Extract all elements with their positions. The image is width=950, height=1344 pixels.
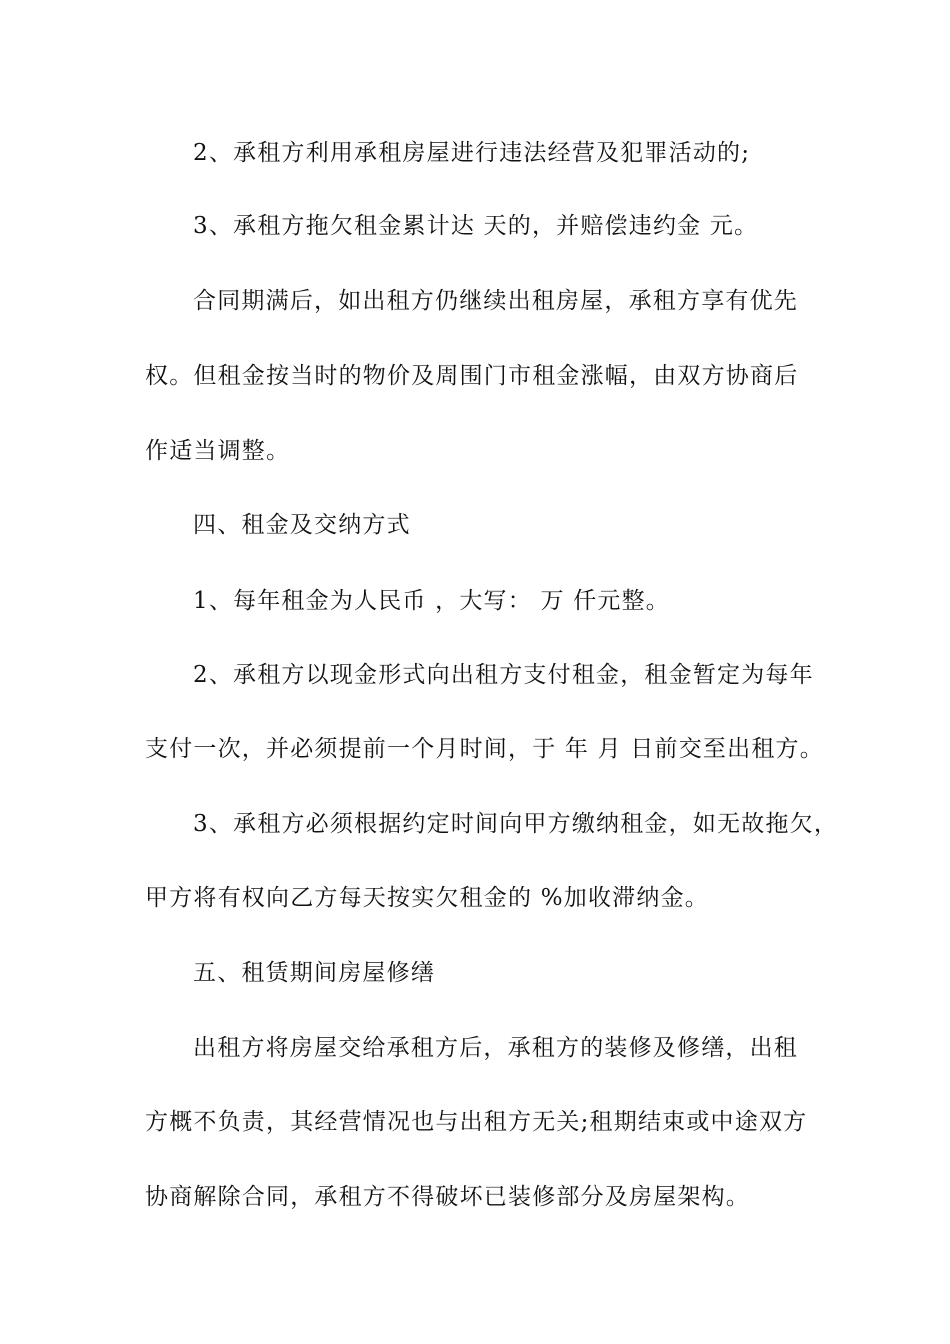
clause-3-3: 3、承租方拖欠租金累计达 天的，并赔偿违约金 元。 <box>193 213 759 239</box>
clause-4-1: 1、每年租金为人民币 ，大写： 万 仟元整。 <box>193 588 670 614</box>
section-heading-rent: 四、租金及交纳方式 <box>193 512 411 538</box>
clause-4-2-line-1: 2、承租方以现金形式向出租方支付租金，租金暂定为每年 <box>193 662 814 688</box>
paragraph-repairs-line-1: 出租方将房屋交给承租方后，承租方的装修及修缮，出租 <box>193 1035 798 1061</box>
clause-3-2: 2、承租方利用承租房屋进行违法经营及犯罪活动的; <box>193 140 751 166</box>
paragraph-renewal-line-2: 权。但租金按当时的物价及周围门市租金涨幅，由双方协商后 <box>145 363 799 389</box>
clause-4-3-line-2: 甲方将有权向乙方每天按实欠租金的 %加收滞纳金。 <box>145 885 709 911</box>
paragraph-repairs-line-3: 协商解除合同，承租方不得破坏已装修部分及房屋架构。 <box>145 1184 750 1210</box>
clause-4-2-line-2: 支付一次，并必须提前一个月时间，于 年 月 日前交至出租方。 <box>145 736 824 762</box>
paragraph-renewal-line-3: 作适当调整。 <box>145 438 291 464</box>
paragraph-renewal-line-1: 合同期满后，如出租方仍继续出租房屋，承租方享有优先 <box>193 288 798 314</box>
clause-4-3-line-1: 3、承租方必须根据约定时间向甲方缴纳租金，如无故拖欠， <box>193 811 839 837</box>
paragraph-repairs-line-2: 方概不负责，其经营情况也与出租方无关;租期结束或中途双方 <box>145 1109 808 1135</box>
section-heading-repairs: 五、租赁期间房屋修缮 <box>193 960 435 986</box>
